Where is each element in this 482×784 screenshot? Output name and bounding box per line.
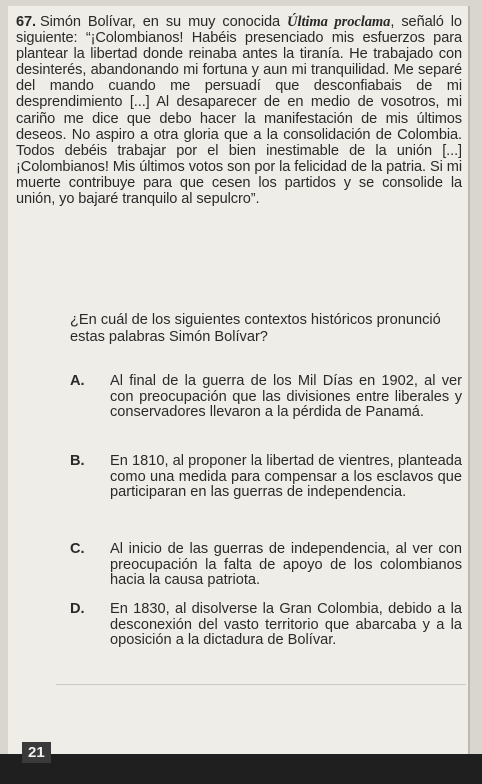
option-b[interactable]	[70, 454, 462, 501]
option-letter: B.	[70, 453, 85, 469]
question-prompt: ¿En cuál de los siguientes contextos históricos pronunció estas palabras Simón Bolívar?	[70, 312, 441, 345]
option-text: Al inicio de las guerras de independencia, al ver con preocupación la falta de apoyo de los colombianos hacia la causa patriota.	[110, 541, 462, 589]
divider	[56, 684, 466, 685]
option-letter: C.	[70, 541, 85, 557]
option-text: En 1810, al proponer la libertad de vientres, planteada como una medida para compensar a los esclavos que participaran en las guerras de independencia.	[110, 453, 462, 501]
question-number: 67.	[16, 14, 36, 30]
page-number: 21	[22, 742, 51, 763]
exam-page	[8, 6, 470, 754]
option-c[interactable]	[70, 542, 462, 589]
question-passage	[16, 14, 462, 207]
document-name: Última proclama	[287, 14, 391, 30]
page-footer	[0, 754, 482, 784]
option-d[interactable]	[70, 602, 462, 649]
passage-quote: , señaló lo siguiente: “¡Colombianos! Habéis presenciado mis esfuerzos para plantear la libertad donde reinaba antes la tiranía. He trabajado con desinterés, abandonando mi fortuna y aun mi tranquilidad. Me separé del mando cuando me persuadí que desconfiabais de mi desprendimiento [...] Al desaparecer de en medio de vosotros, mi cariño me dice que debo hacer la manifestación de mis últimos deseos. No aspiro a otra gloria que a la consolidación de Colombia. Todos debéis trabajar por el bien inestimable de la unión [...] ¡Colombianos! Mis últimos votos son por la felicidad de la patria. Si mi muerte contribuye para que cesen los partidos y se consolide la unión, yo bajaré tranquilo al sepulcro”.	[16, 14, 462, 208]
option-text: En 1830, al disolverse la Gran Colombia, debido a la desconexión del vasto territorio que abarcaba y a la oposición a la dictadura de Bolívar.	[110, 601, 462, 649]
intro-before: Simón Bolívar, en su muy conocida	[40, 14, 281, 30]
option-text: Al final de la guerra de los Mil Días en 1902, al ver con preocupación que las divisiones entre liberales y conservadores llevaron a la pérdida de Panamá.	[110, 373, 462, 421]
option-a[interactable]	[70, 374, 462, 421]
option-letter: D.	[70, 601, 85, 617]
option-letter: A.	[70, 373, 85, 389]
